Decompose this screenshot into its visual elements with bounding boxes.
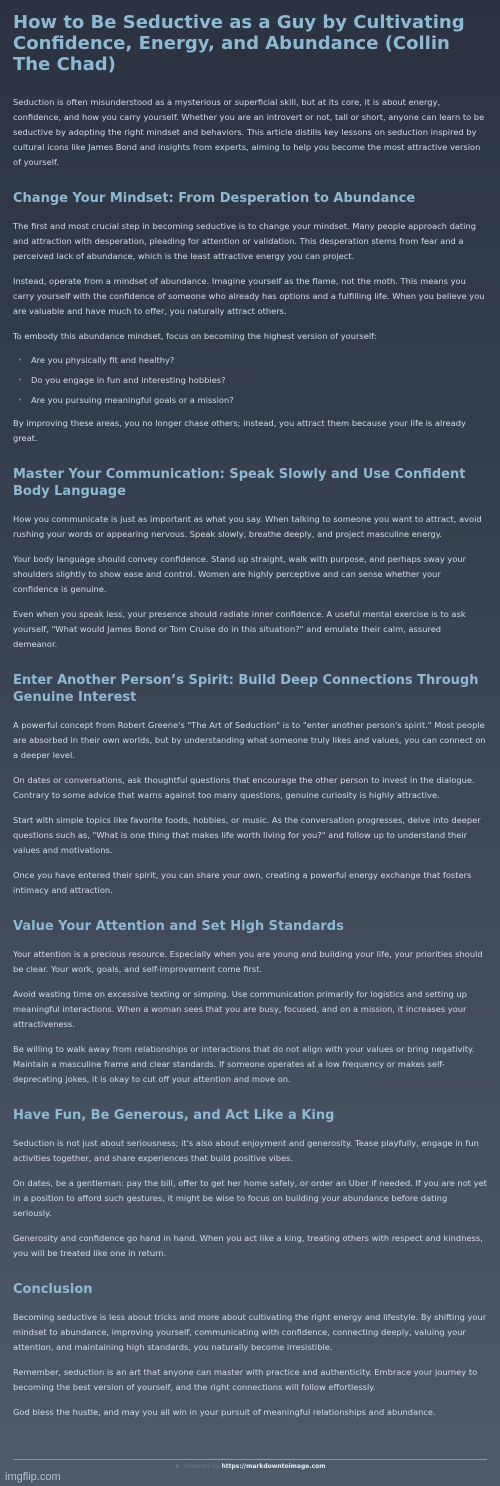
intro-paragraph: Seduction is often misunderstood as a mysterious or superficial skill, but at its core, it is about energy, confidence, and how you carry yourself. Whether you are an introvert or not, tall or short, anyone can learn to be seductive by adopting the right mindset and behaviors. This article distills key lessons on seduction inspired by cultural icons like James Bond and insights from experts, aiming to help you become the most attractive version of yourself. — [13, 97, 485, 167]
paragraph: On dates, be a gentleman: pay the bill, offer to get her home safely, or order an Uber if needed. If you are not yet in a position to afford such gestures, it might be wise to focus on building your abundance before dating seriously. — [13, 1178, 487, 1218]
paragraph: On dates or conversations, ask thoughtful questions that encourage the other person to invest in the dialogue. Contrary to some advice that warns against too many questions, genuine curiosity is highly attractive. — [13, 775, 475, 800]
paragraph: How you communicate is just as important as what you say. When talking to someone you want to attract, avoid rushing your words or appearing nervous. Speak slowly, breathe deeply, and project masculine energy. — [13, 514, 482, 539]
paragraph: By improving these areas, you no longer chase others; instead, you attract them because your life is already great. — [13, 418, 466, 443]
footer-divider — [13, 1459, 487, 1460]
footer — [0, 1462, 500, 1472]
paragraph: To embody this abundance mindset, focus on becoming the highest version of yourself: — [13, 331, 377, 341]
list-item: • Do you engage in fun and interesting hobbies? — [18, 375, 226, 385]
paragraph: Remember, seduction is an art that anyone can master with practice and authenticity. Embrace your journey to becoming the best version of yourself, and the right connections will follow effortlessly. — [13, 1367, 478, 1392]
article — [13, 12, 487, 1430]
list-item: • Are you physically fit and healthy? — [18, 355, 175, 365]
paragraph: Your body language should convey confidence. Stand up straight, walk with purpose, and perhaps sway your shoulders slightly to show ease and control. Women are highly perceptive and can sense whether your confidence is genuine. — [13, 554, 467, 594]
paragraph: Instead, operate from a mindset of abundance. Imagine yourself as the flame, not the moth. This means you carry yourself with the confidence of someone who already has options and a fulfilling life. When you believe you are valuable and have much to offer, you naturally attract others. — [13, 276, 485, 316]
footer-powered-by: Powered by — [184, 1463, 220, 1470]
section-heading-attention: Value Your Attention and Set High Standards — [13, 919, 344, 934]
section-heading-mindset: Change Your Mindset: From Desperation to Abundance — [13, 191, 416, 206]
paragraph: Avoid wasting time on excessive texting or simping. Use communication primarily for logistics and setting up meaningful interactions. When a woman sees that you are busy, focused, and on a mission, it increases your attractiveness. — [13, 989, 467, 1029]
section-heading-fun: Have Fun, Be Generous, and Act Like a King — [13, 1108, 335, 1123]
paragraph: God bless the hustle, and may you all win in your pursuit of meaningful relationships and abundance. — [13, 1407, 436, 1417]
leaf-icon: ❖ — [174, 1463, 180, 1470]
list-item: • Are you pursuing meaningful goals or a mission? — [18, 395, 234, 405]
watermark: imgflip.com — [5, 1471, 61, 1483]
bullet-icon: • — [18, 396, 23, 404]
bullet-icon: • — [18, 356, 23, 364]
paragraph: Generosity and confidence go hand in hand. When you act like a king, treating others with respect and kindness, you will be treated like one in return. — [13, 1233, 483, 1258]
page-title: How to Be Seductive as a Guy by Cultivating Confidence, Energy, and Abundance (Collin The Chad) — [13, 12, 465, 75]
bullet-icon: • — [18, 376, 23, 384]
bullet-list — [13, 354, 487, 406]
paragraph: Becoming seductive is less about tricks and more about cultivating the right energy and lifestyle. By shifting your mindset to abundance, improving yourself, communicating with confidence, connecting deeply, valuing your attention, and maintaining high standards, you naturally become irresistible. — [13, 1312, 487, 1352]
section-heading-conclusion: Conclusion — [13, 1282, 93, 1297]
paragraph: Your attention is a precious resource. Especially when you are young and building your life, your priorities should be clear. Your work, goals, and self-improvement come first. — [13, 949, 483, 974]
footer-link[interactable]: https://markdowntoimage.com — [221, 1463, 326, 1470]
paragraph: The first and most crucial step in becoming seductive is to change your mindset. Many people approach dating and attraction with desperation, pleading for attention or validation. This desperation stems from fear and a perceived lack of abundance, which is the least attractive energy you can project. — [13, 221, 477, 261]
paragraph: Be willing to walk away from relationships or interactions that do not align with your values or bring negativity. Maintain a masculine frame and clear standards. If someone operates at a low frequency or makes self-deprecating jokes, it is okay to cut off your attention and move on. — [13, 1044, 475, 1084]
paragraph: Even when you speak less, your presence should radiate inner confidence. A useful mental exercise is to ask yourself, "What would James Bond or Tom Cruise do in this situation?" and emulate their calm, assured demeanor. — [13, 609, 466, 649]
paragraph: Seduction is not just about seriousness; it's also about enjoyment and generosity. Tease playfully, engage in fun activities together, and share experiences that build positive vibes. — [13, 1138, 479, 1163]
section-heading-spirit: Enter Another Person’s Spirit: Build Deep Connections Through Genuine Interest — [13, 673, 479, 705]
section-heading-communication: Master Your Communication: Speak Slowly and Use Confident Body Language — [13, 467, 466, 499]
paragraph: Start with simple topics like favorite foods, hobbies, or music. As the conversation progresses, delve into deeper questions such as, "What is one thing that makes life worth living for you?" and follow up to understand their values and motivations. — [13, 815, 481, 855]
paragraph: Once you have entered their spirit, you can share your own, creating a powerful energy exchange that fosters intimacy and attraction. — [13, 870, 472, 895]
paragraph: A powerful concept from Robert Greene's "The Art of Seduction" is to "enter another person's spirit." Most people are absorbed in their own worlds, but by understanding what someone truly likes and values, you can connect on a deeper level. — [13, 720, 486, 760]
